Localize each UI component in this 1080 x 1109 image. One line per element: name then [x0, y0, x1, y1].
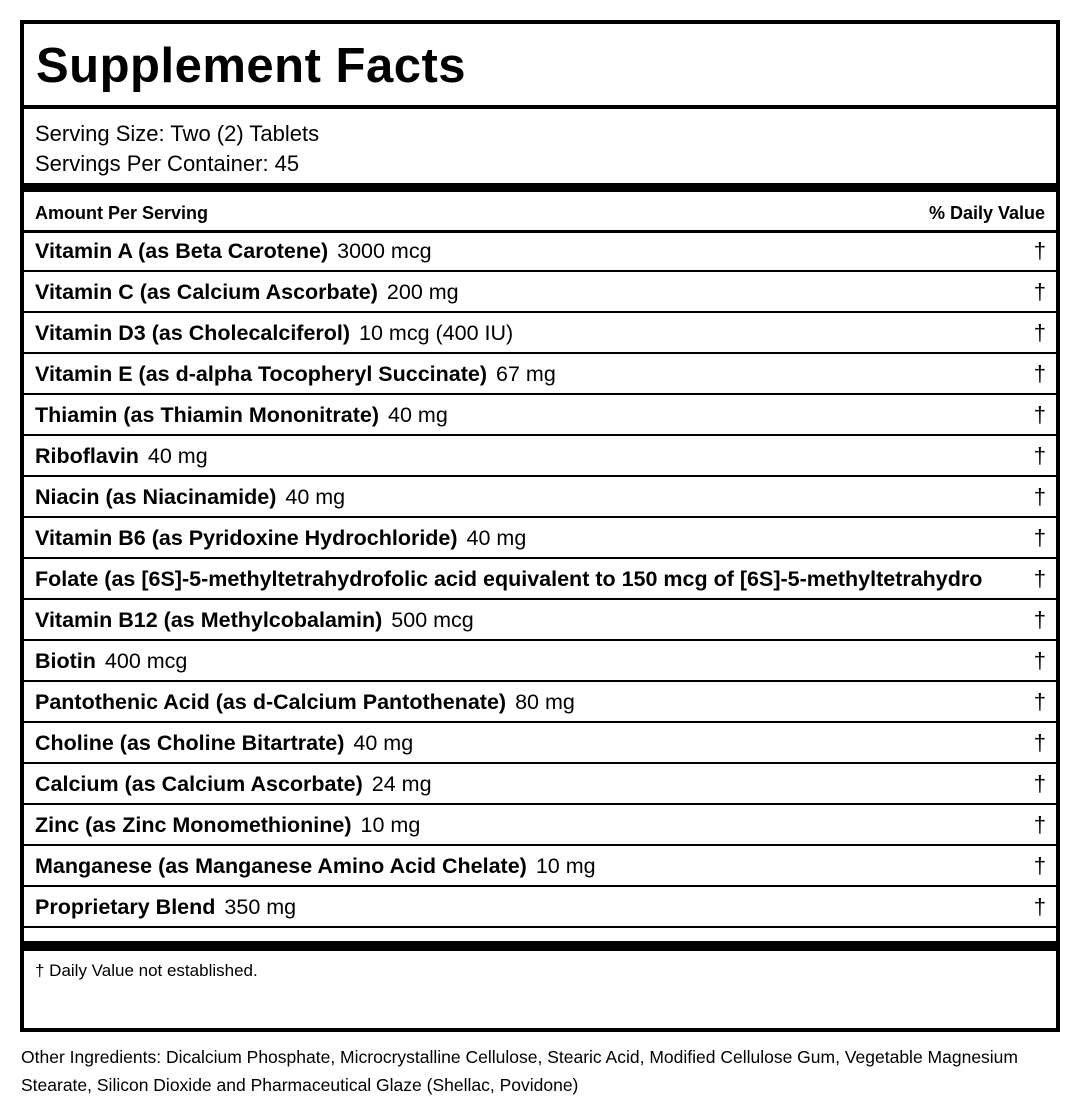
- page-title: Supplement Facts: [36, 39, 467, 93]
- daily-value-mark: †: [1033, 443, 1046, 468]
- nutrient-row: [24, 764, 1056, 805]
- nutrient-name: Proprietary Blend: [35, 895, 216, 919]
- nutrient-amount: 40 mg: [285, 485, 346, 509]
- column-header-row: [24, 192, 1056, 233]
- nutrient-name: Thiamin (as Thiamin Mononitrate): [35, 403, 380, 427]
- daily-value-mark: †: [1033, 894, 1046, 919]
- daily-value-mark: †: [1033, 525, 1046, 550]
- daily-value-mark: †: [1033, 730, 1046, 755]
- nutrient-name: Vitamin E (as d-alpha Tocopheryl Succinate): [35, 362, 488, 386]
- daily-value-mark: †: [1033, 361, 1046, 386]
- servings-per-container: Servings Per Container: 45: [35, 151, 300, 176]
- nutrient-row: [24, 313, 1056, 354]
- daily-value-mark: †: [1033, 689, 1046, 714]
- footnote: † Daily Value not established.: [35, 961, 258, 980]
- daily-value-mark: †: [1033, 402, 1046, 427]
- nutrient-amount: 40 mg: [466, 526, 527, 550]
- nutrient-amount: 10 mg: [535, 854, 596, 878]
- serving-size: Serving Size: Two (2) Tablets: [35, 121, 320, 146]
- nutrient-amount: 40 mg: [388, 403, 448, 427]
- daily-value-mark: †: [1033, 238, 1046, 263]
- nutrient-row: [24, 354, 1056, 395]
- nutrient-amount: 400 mcg: [104, 649, 188, 673]
- daily-value-mark: †: [1033, 279, 1046, 304]
- nutrient-name: Vitamin B12 (as Methylcobalamin): [35, 608, 383, 632]
- nutrient-amount: 80 mg: [515, 690, 575, 714]
- nutrient-amount: 10 mcg (400 IU): [359, 321, 514, 345]
- nutrient-name: Folate (as [6S]-5-methyltetrahydrofolic acid equivalent to 150 mcg of [6S]-5-methyltetrahydro: [35, 567, 983, 591]
- nutrient-name: Vitamin B6 (as Pyridoxine Hydrochloride): [35, 526, 458, 550]
- thick-divider: [24, 183, 1056, 192]
- nutrient-name: Pantothenic Acid (as d-Calcium Pantothenate): [35, 690, 507, 714]
- nutrient-name: Biotin: [35, 649, 96, 673]
- nutrient-amount: 40 mg: [147, 444, 208, 468]
- nutrient-name: Niacin (as Niacinamide): [35, 485, 277, 509]
- nutrient-amount: 500 mcg: [391, 608, 474, 632]
- nutrient-amount: 200 mg: [386, 280, 459, 304]
- nutrient-name: Calcium (as Calcium Ascorbate): [35, 772, 363, 796]
- daily-value-mark: †: [1033, 320, 1046, 345]
- daily-value-mark: †: [1033, 771, 1046, 796]
- nutrient-list: [24, 231, 1056, 928]
- nutrient-row: [24, 641, 1056, 682]
- nutrient-row: [24, 723, 1056, 764]
- nutrient-row: [24, 518, 1056, 559]
- nutrient-row: [24, 477, 1056, 518]
- nutrient-amount: 3000 mcg: [337, 239, 432, 263]
- other-ingredients: Other Ingredients: Dicalcium Phosphate, Microcrystalline Cellulose, Stearic Acid, Modified Cellulose Gum, Vegetable Magnesium Stearate, Silicon Dioxide and Pharmaceutical Glaze (Shellac, Povidone): [21, 1047, 1018, 1095]
- daily-value-header: % Daily Value: [928, 203, 1045, 223]
- nutrient-name: Manganese (as Manganese Amino Acid Chelate): [35, 854, 527, 878]
- nutrient-row: [24, 559, 1056, 600]
- daily-value-mark: †: [1033, 607, 1046, 632]
- nutrient-amount: 10 mg: [360, 813, 421, 837]
- nutrient-name: Vitamin D3 (as Cholecalciferol): [35, 321, 351, 345]
- nutrient-row: [24, 436, 1056, 477]
- nutrient-name: Choline (as Choline Bitartrate): [35, 731, 345, 755]
- nutrient-row: [24, 272, 1056, 313]
- daily-value-mark: †: [1033, 648, 1046, 673]
- daily-value-mark: †: [1033, 853, 1046, 878]
- nutrient-row: [24, 395, 1056, 436]
- nutrient-name: Vitamin C (as Calcium Ascorbate): [35, 280, 378, 304]
- nutrient-row: [24, 682, 1056, 723]
- daily-value-mark: †: [1033, 812, 1046, 837]
- nutrient-row: [24, 887, 1056, 928]
- nutrient-amount: 40 mg: [353, 731, 414, 755]
- nutrient-row: [24, 805, 1056, 846]
- nutrient-name: Vitamin A (as Beta Carotene): [35, 239, 329, 263]
- nutrient-row: [24, 846, 1056, 887]
- daily-value-mark: †: [1033, 484, 1046, 509]
- nutrient-amount: 24 mg: [371, 772, 432, 796]
- nutrient-amount: 67 mg: [496, 362, 556, 386]
- amount-per-serving-header: Amount Per Serving: [35, 203, 209, 223]
- title-box: [24, 24, 1056, 109]
- thick-divider: [24, 941, 1056, 951]
- supplement-facts-panel: [20, 20, 1060, 1032]
- nutrient-name: Zinc (as Zinc Monomethionine): [35, 813, 352, 837]
- nutrient-name: Riboflavin: [35, 444, 139, 468]
- nutrient-row: [24, 231, 1056, 272]
- nutrient-amount: 350 mg: [224, 895, 297, 919]
- serving-info: [24, 109, 1056, 184]
- nutrient-row: [24, 600, 1056, 641]
- daily-value-mark: †: [1033, 566, 1046, 591]
